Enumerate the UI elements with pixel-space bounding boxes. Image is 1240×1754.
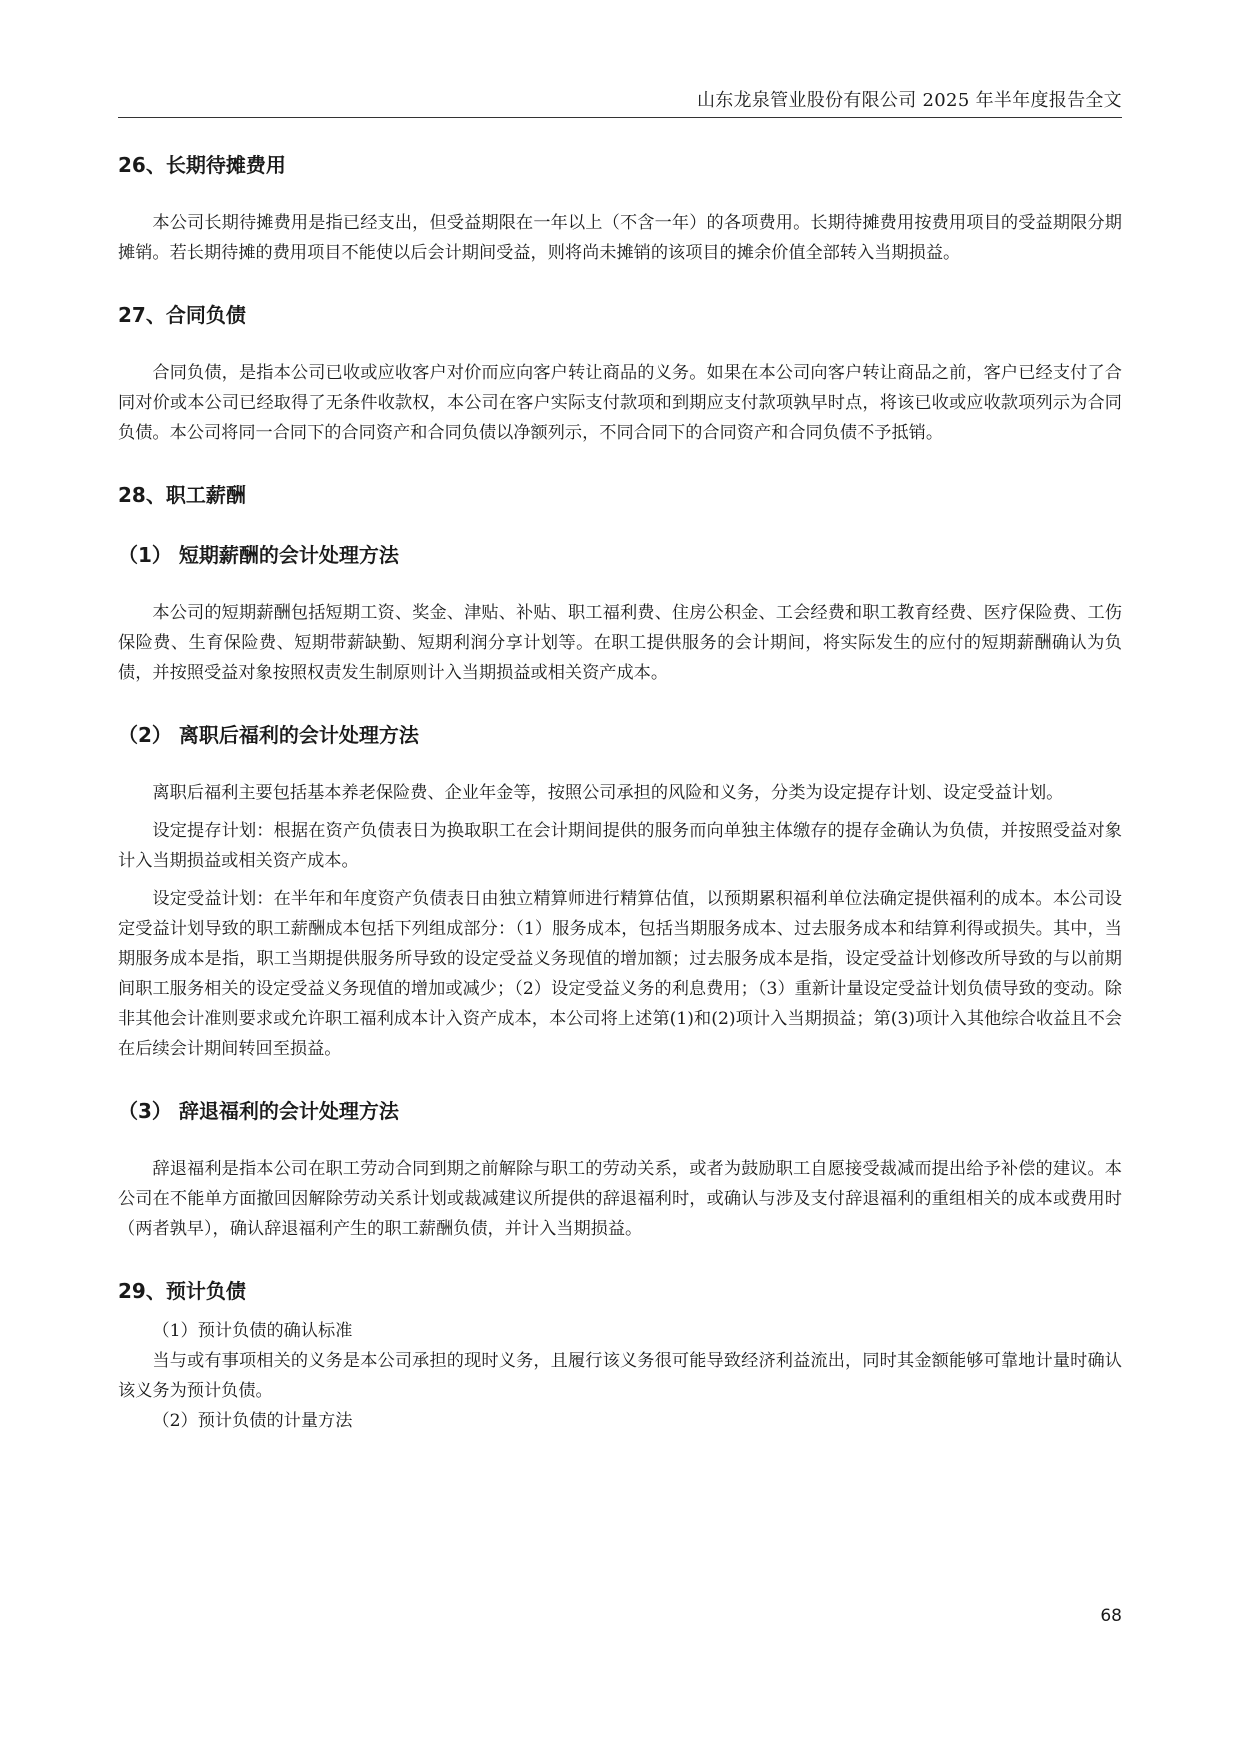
subsection-28-2-paragraph-1: 离职后福利主要包括基本养老保险费、企业年金等，按照公司承担的风险和义务，分类为设定提存计划、设定受益计划。 — [152, 783, 1064, 803]
subsection-28-2-paragraph-2: 设定提存计划：根据在资产负债表日为换取职工在会计期间提供的服务而向单独主体缴存的提存金确认为负债，并按照受益对象计入当期损益或相关资产成本。 — [118, 821, 1122, 871]
subsection-28-2-paragraph-3: 设定受益计划：在半年和年度资产负债表日由独立精算师进行精算估值，以预期累积福利单位法确定提供福利的成本。本公司设定受益计划导致的职工薪酬成本包括下列组成部分：（1）服务成本，包括当期服务成本、过去服务成本和结算利得或损失。其中，当期服务成本是指，职工当期提供服务所导致的设定受益义务现值的增加额；过去服务成本是指，设定受益计划修改所导致的与以前期间职工服务相关的设定受益义务现值的增加或减少；（2）设定受益义务的利息费用；（3）重新计量设定受益计划负债导致的变动。除非其他会计准则要求或允许职工福利成本计入资产成本，本公司将上述第(1)和(2)项计入当期损益；第(3)项计入其他综合收益且不会在后续会计期间转回至损益。 — [118, 889, 1122, 1059]
subsection-28-1-paragraph: 本公司的短期薪酬包括短期工资、奖金、津贴、补贴、职工福利费、住房公积金、工会经费和职工教育经费、医疗保险费、工伤保险费、生育保险费、短期带薪缺勤、短期利润分享计划等。在职工提供服务的会计期间，将实际发生的应付的短期薪酬确认为负债，并按照受益对象按照权责发生制原则计入当期损益或相关资产成本。 — [118, 603, 1122, 683]
section-27-paragraph: 合同负债，是指本公司已收或应收客户对价而应向客户转让商品的义务。如果在本公司向客户转让商品之前，客户已经支付了合同对价或本公司已经取得了无条件收款权，本公司在客户实际支付款项和到期应支付款项孰早时点，将该已收或应收款项列示为合同负债。本公司将同一合同下的合同资产和合同负债以净额列示，不同合同下的合同资产和合同负债不予抵销。 — [118, 363, 1122, 443]
section-29-item-1: （1）预计负债的确认标准 — [152, 1321, 353, 1341]
subsection-heading-28-1: （1） 短期薪酬的会计处理方法 — [118, 543, 399, 567]
section-29-paragraph: 当与或有事项相关的义务是本公司承担的现时义务，且履行该义务很可能导致经济利益流出，同时其金额能够可靠地计量时确认该义务为预计负债。 — [118, 1351, 1122, 1401]
section-29-item-2: （2）预计负债的计量方法 — [152, 1411, 353, 1431]
page-content — [118, 148, 1122, 1436]
section-heading-26: 26、长期待摊费用 — [118, 153, 286, 177]
section-heading-27: 27、合同负债 — [118, 303, 246, 327]
subsection-heading-28-3: （3） 辞退福利的会计处理方法 — [118, 1099, 399, 1123]
page-number: 68 — [1100, 1606, 1122, 1626]
report-header-title: 山东龙泉管业股份有限公司 2025 年半年度报告全文 — [696, 90, 1122, 111]
subsection-heading-28-2: （2） 离职后福利的会计处理方法 — [118, 723, 419, 747]
section-heading-28: 28、职工薪酬 — [118, 483, 246, 507]
section-26-paragraph: 本公司长期待摊费用是指已经支出，但受益期限在一年以上（不含一年）的各项费用。长期待摊费用按费用项目的受益期限分期摊销。若长期待摊的费用项目不能使以后会计期间受益，则将尚未摊销的该项目的摊余价值全部转入当期损益。 — [118, 213, 1122, 263]
header-divider — [118, 117, 1122, 118]
subsection-28-3-paragraph: 辞退福利是指本公司在职工劳动合同到期之前解除与职工的劳动关系，或者为鼓励职工自愿接受裁减而提出给予补偿的建议。本公司在不能单方面撤回因解除劳动关系计划或裁减建议所提供的辞退福利时，或确认与涉及支付辞退福利的重组相关的成本或费用时（两者孰早），确认辞退福利产生的职工薪酬负债，并计入当期损益。 — [118, 1159, 1122, 1239]
section-heading-29: 29、预计负债 — [118, 1279, 246, 1303]
